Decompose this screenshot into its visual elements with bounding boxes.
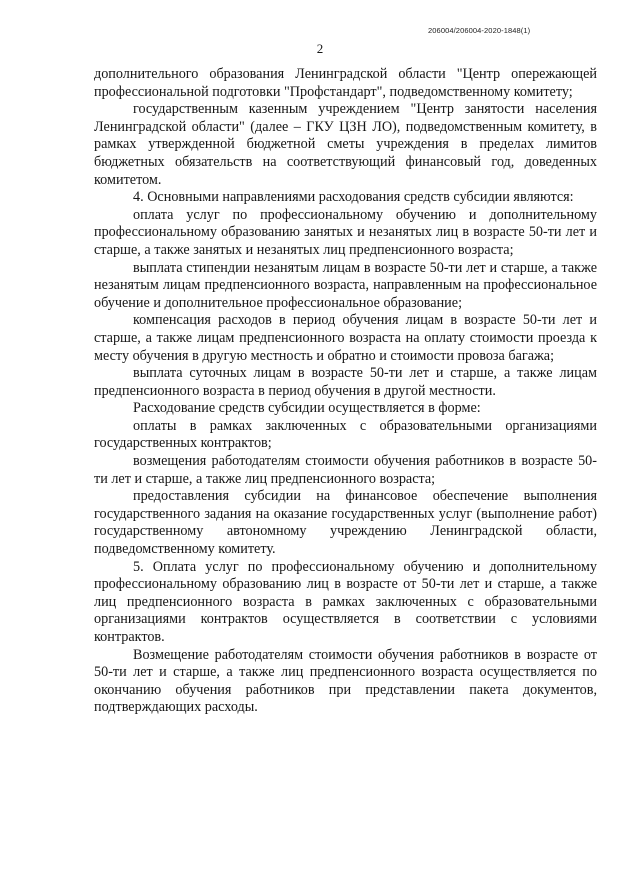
page-number: 2 <box>316 41 324 56</box>
paragraph: 5. Оплата услуг по профессиональному обучению и дополнительному профессиональному образованию лиц в возрасте от 50-ти лет и старше, а также лиц предпенсионного возраста в рамках заключенных с образовательными организациями контрактов осуществляется в соответствии с условиями контрактов. <box>94 558 597 645</box>
paragraph: государственным казенным учреждением "Центр занятости населения Ленинградской области" (далее – ГКУ ЦЗН ЛО), подведомственным комитету, в рамках утвержденной бюджетной сметы учреждения в пределах лимитов бюджетных обязательств на соответствующий финансовый год, доведенных комитетом. <box>94 101 597 188</box>
paragraph: выплата стипендии незанятым лицам в возрасте 50-ти лет и старше, а также незанятым лицам предпенсионного возраста, направленным на профессиональное обучение и дополнительное профессиональное образование; <box>94 259 597 311</box>
paragraph: 4. Основными направлениями расходования средств субсидии являются: <box>133 189 574 206</box>
paragraph: предоставления субсидии на финансовое обеспечение выполнения государственного задания на оказание государственных услуг (выполнение работ) государственному автономному учреждению Ленинградской области, подведомственному комитету. <box>94 488 597 558</box>
document-body <box>94 66 597 717</box>
paragraph: возмещения работодателям стоимости обучения работников в возрасте 50-ти лет и старше, а также лиц предпенсионного возраста; <box>94 453 597 487</box>
paragraph: дополнительного образования Ленинградской области "Центр опережающей профессиональной подготовки "Профстандарт", подведомственному комитету; <box>94 66 597 100</box>
paragraph: оплата услуг по профессиональному обучению и дополнительному профессиональному образованию занятых и незанятых лиц в возрасте 50-ти лет и старше, а также занятых и незанятых лиц предпенсионного возраста; <box>94 206 597 258</box>
paragraph: выплата суточных лицам в возрасте 50-ти лет и старше, а также лицам предпенсионного возраста в период обучения в другой местности. <box>94 365 597 399</box>
paragraph: Возмещение работодателям стоимости обучения работников в возрасте от 50-ти лет и старше, а также лиц предпенсионного возраста осуществляется по окончанию обучения работников при представлении пакета документов, подтверждающих расходы. <box>94 646 597 716</box>
document-id: 206004/206004-2020-1848(1) <box>428 26 531 35</box>
paragraph: компенсация расходов в период обучения лицам в возрасте 50-ти лет и старше, а также лицам предпенсионного возраста на оплату стоимости проезда к месту обучения в другую местность и обратно и стоимости провоза багажа; <box>94 312 597 364</box>
paragraph: оплаты в рамках заключенных с образовательными организациями государственных контрактов; <box>94 417 597 452</box>
paragraph: Расходование средств субсидии осуществляется в форме: <box>133 400 481 417</box>
